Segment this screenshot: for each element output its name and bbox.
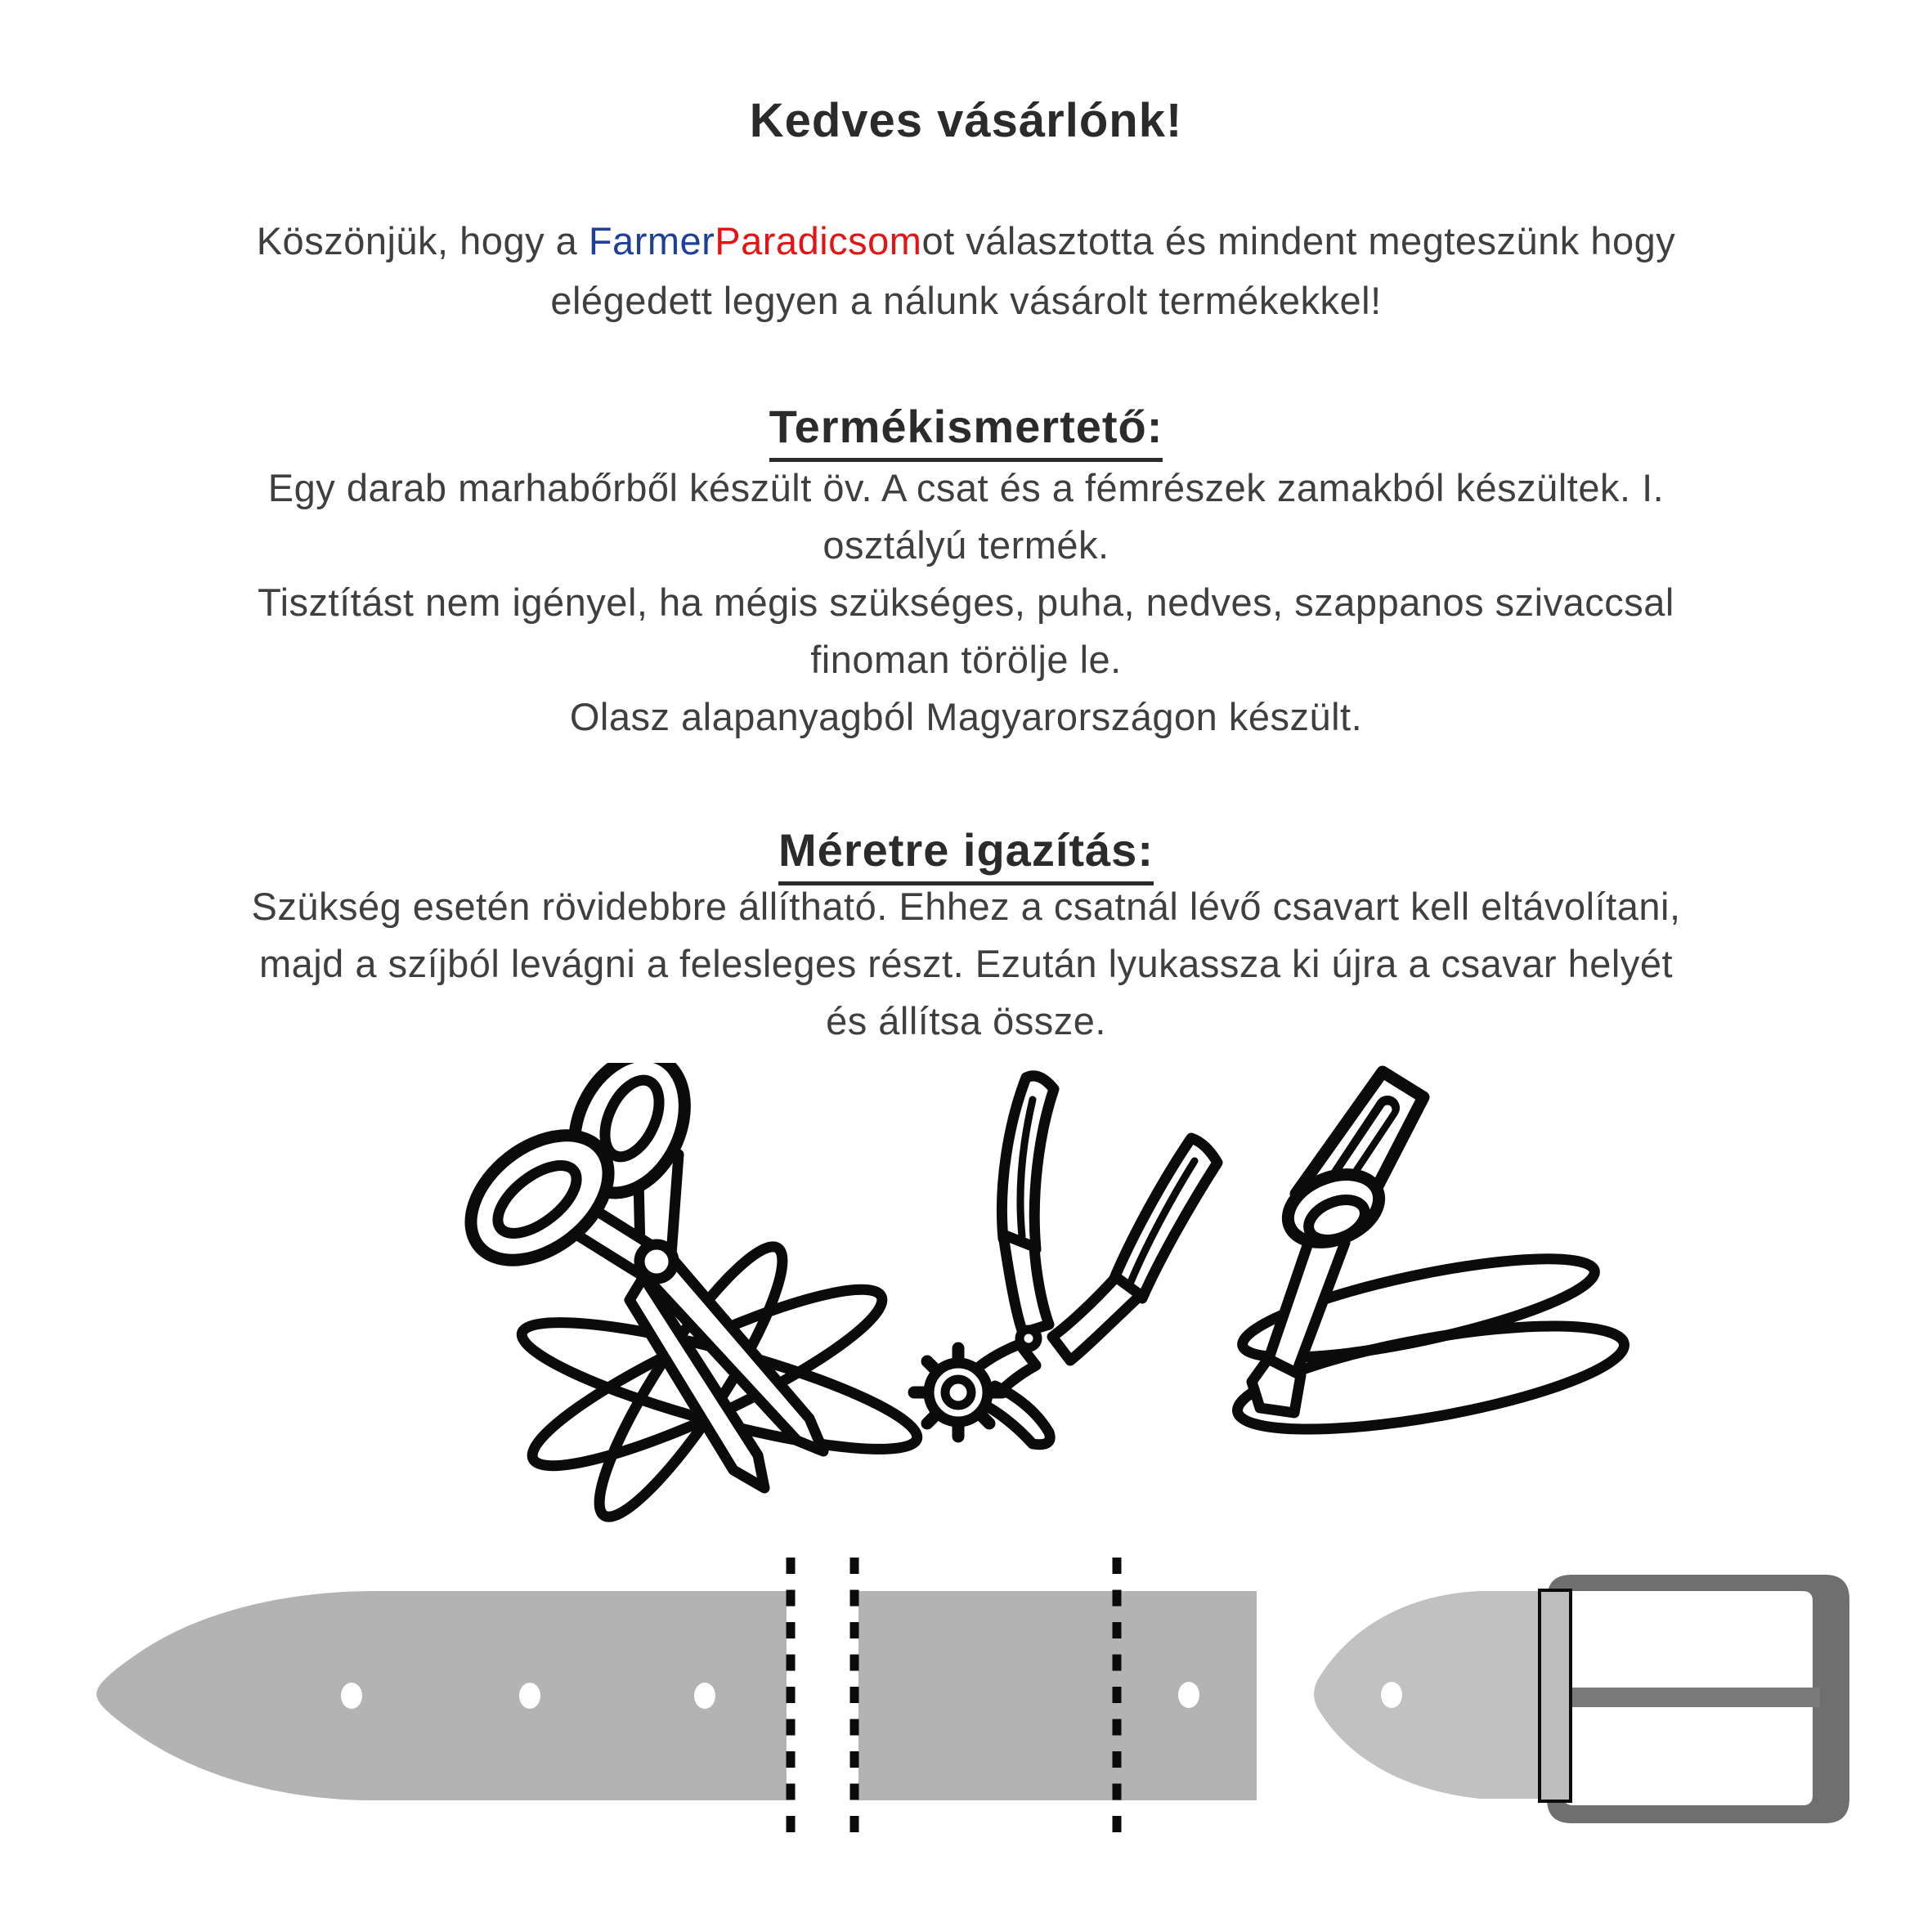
belt-diagram bbox=[0, 1521, 1932, 1932]
product-info-line: Egy darab marhabőrből készült öv. A csat és a fémrészek zamakból készültek. I. bbox=[267, 466, 1665, 509]
sizing-line: és állítsa össze. bbox=[826, 999, 1106, 1042]
page-title: Kedves vásárlónk! bbox=[749, 94, 1183, 147]
sizing-line: majd a szíjból levágni a felesleges részt. Ezután lyukassza ki újra a csavar helyét bbox=[258, 942, 1674, 985]
intro-line1-suffix: ot választotta és mindent megteszünk hogy bbox=[921, 219, 1676, 262]
section-heading-product-info: Termékismertető: bbox=[0, 397, 1932, 462]
sizing-line: Szükség esetén rövidebbre állítható. Ehhez a csatnál lévő csavart kell eltávolítani, bbox=[251, 885, 1681, 928]
section-heading-sizing: Méretre igazítás: bbox=[0, 821, 1932, 885]
belt-strap bbox=[96, 1591, 787, 1800]
intro-line1-prefix: Köszönjük, hogy a bbox=[256, 219, 589, 262]
screwdriver-icon bbox=[1230, 1072, 1630, 1450]
product-info-line: Tisztítást nem igényel, ha mégis szükséges, puha, nedves, szappanos szivaccsal bbox=[258, 580, 1674, 624]
scissors-icon bbox=[447, 1063, 926, 1534]
product-info-line: osztályú termék. bbox=[823, 523, 1109, 567]
brand-word-farmer: Farmer bbox=[588, 219, 715, 262]
intro-line-2: elégedett legyen a nálunk vásárolt termékekkel! bbox=[550, 279, 1382, 322]
product-info-paragraph bbox=[0, 459, 1932, 746]
sizing-paragraph bbox=[0, 878, 1932, 1050]
product-info-line: Olasz alapanyagból Magyarországon készült. bbox=[569, 695, 1363, 738]
tools-illustration bbox=[446, 1063, 1664, 1578]
punch-hole-tip bbox=[1381, 1682, 1402, 1708]
product-info-line: finoman törölje le. bbox=[810, 638, 1122, 681]
belt-tip bbox=[1314, 1591, 1540, 1799]
prong bbox=[1567, 1688, 1820, 1707]
hole-punch-pliers-icon bbox=[914, 1076, 1217, 1445]
intro-paragraph bbox=[0, 211, 1932, 330]
keeper-loop bbox=[1540, 1590, 1571, 1801]
brand-word-paradicsom: Paradicsom bbox=[715, 219, 922, 262]
intro-line-1 bbox=[0, 211, 1932, 271]
